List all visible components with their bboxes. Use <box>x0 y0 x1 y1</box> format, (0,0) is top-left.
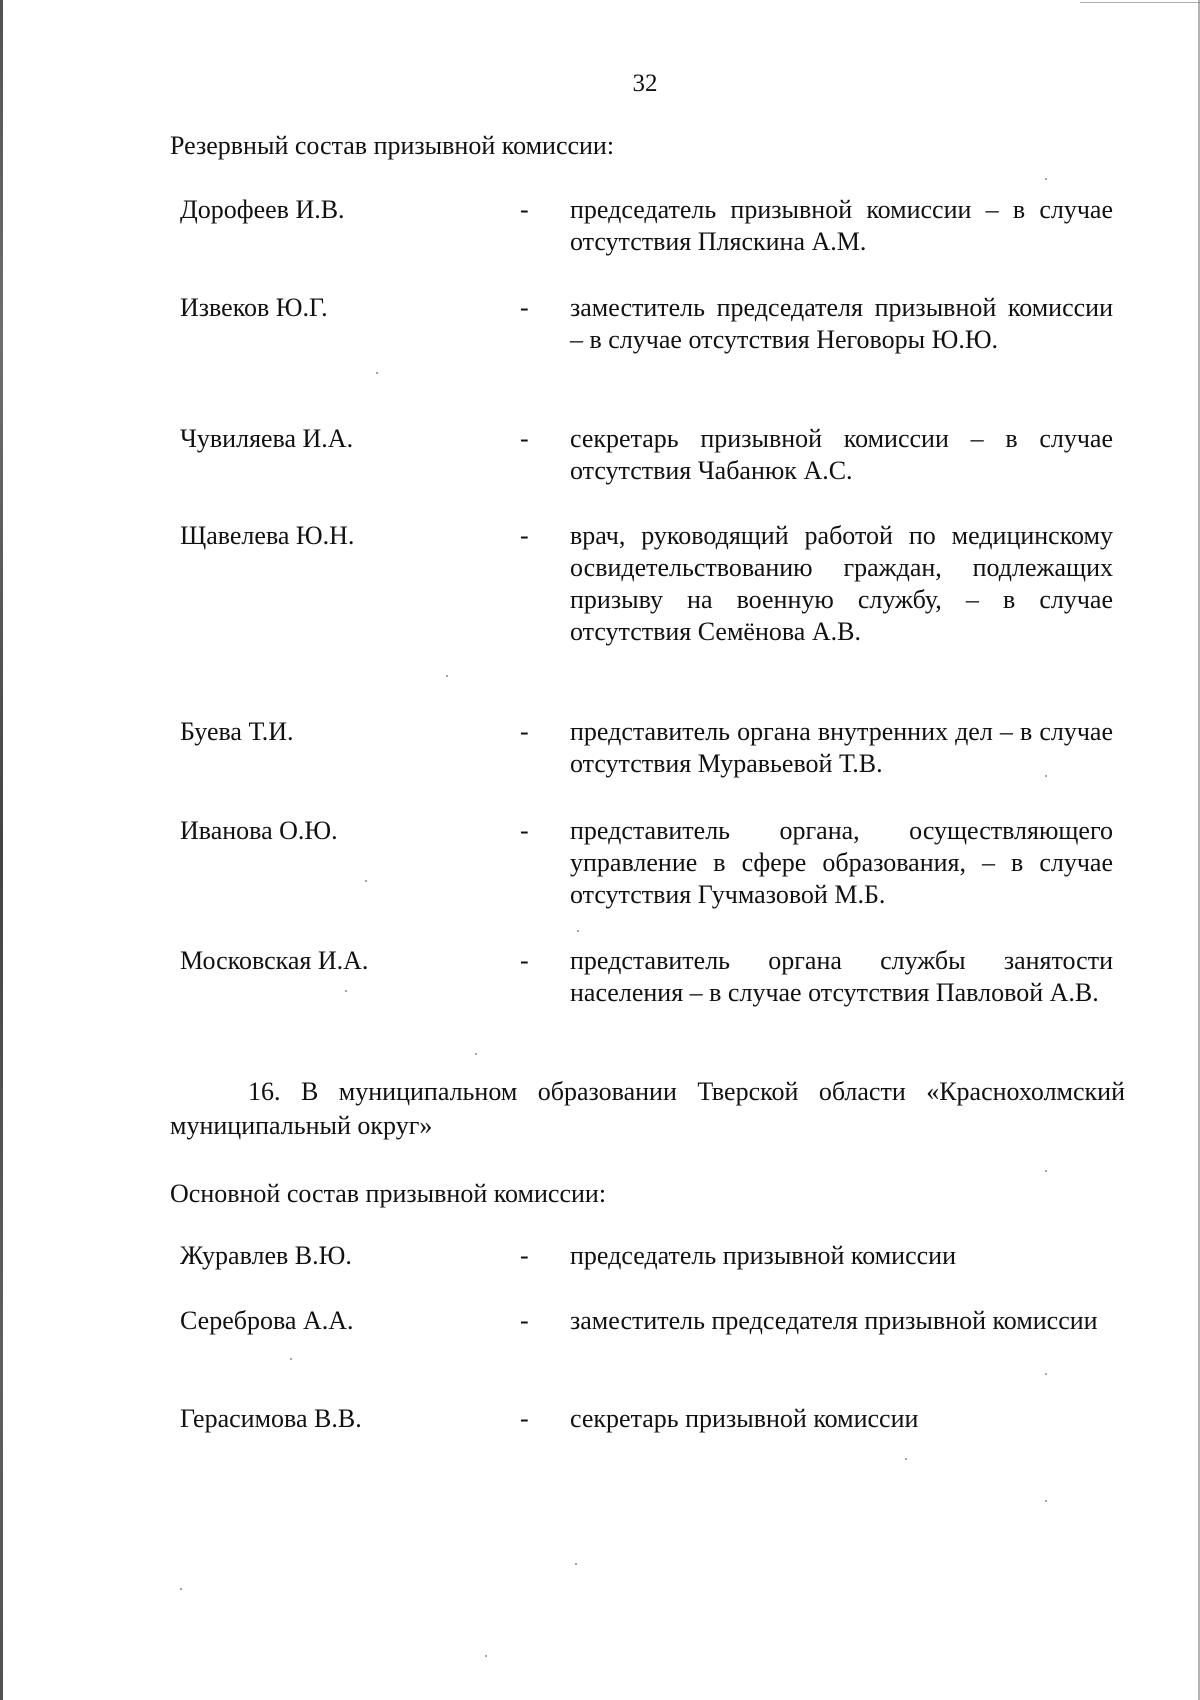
scan-speck <box>1045 1500 1047 1502</box>
member-name: Герасимова В.В. <box>180 1404 362 1433</box>
scan-speck <box>290 1358 292 1360</box>
member-name: Московская И.А. <box>180 946 369 975</box>
member-dash: - <box>520 717 529 746</box>
member-role: врач, руководящий работой по медицинскому освидетельствованию граждан, подлежащих призыву на военную службу, – в случае отсутствия Семёнова А.В. <box>570 521 1113 646</box>
scan-speck <box>905 1458 907 1460</box>
member-role: секретарь призывной комиссии – в случае отсутствия Чабанюк А.С. <box>570 424 1113 485</box>
member-role: заместитель председателя призывной комиссии <box>570 1306 1098 1335</box>
member-name: Иванова О.Ю. <box>180 816 338 845</box>
member-role: председатель призывной комиссии <box>570 1241 956 1270</box>
scan-speck <box>575 1563 577 1565</box>
section-16-paragraph: 16. В муниципальном образовании Тверской области «Краснохолмский муниципальный округ» <box>170 1077 1125 1140</box>
scan-speck <box>475 1053 477 1055</box>
reserve-heading: Резервный состав призывной комиссии: <box>170 131 615 160</box>
member-dash: - <box>520 1241 529 1270</box>
scan-speck <box>365 880 367 882</box>
member-name: Дорофеев И.В. <box>180 195 345 224</box>
scan-speck <box>485 1655 487 1657</box>
member-dash: - <box>520 293 529 322</box>
member-role: представитель органа службы занятости населения – в случае отсутствия Павловой А.В. <box>570 946 1113 1007</box>
member-dash: - <box>520 424 529 453</box>
scan-speck <box>1045 178 1047 180</box>
page-number: 32 <box>632 70 658 97</box>
scan-speck <box>180 1588 182 1590</box>
member-name: Извеков Ю.Г. <box>180 293 328 322</box>
scan-edge-top <box>1080 2 1200 3</box>
member-name: Чувиляева И.А. <box>180 424 354 453</box>
member-name: Журавлев В.Ю. <box>180 1241 352 1270</box>
scan-speck <box>345 990 347 992</box>
member-dash: - <box>520 1306 529 1335</box>
member-role: представитель органа, осуществляющего управление в сфере образования, – в случае отсутствия Гучмазовой М.Б. <box>570 816 1113 909</box>
member-role: председатель призывной комиссии – в случае отсутствия Пляскина А.М. <box>570 195 1113 256</box>
scan-edge-left <box>0 0 3 1700</box>
member-dash: - <box>520 1404 529 1433</box>
member-role: представитель органа внутренних дел – в случае отсутствия Муравьевой Т.В. <box>570 717 1113 778</box>
member-name: Щавелева Ю.Н. <box>180 521 355 550</box>
scan-speck <box>577 930 579 932</box>
main-heading: Основной состав призывной комиссии: <box>170 1179 607 1208</box>
member-role: заместитель председателя призывной комиссии – в случае отсутствия Неговоры Ю.Ю. <box>570 293 1113 354</box>
scan-speck <box>376 372 378 374</box>
member-dash: - <box>520 521 529 550</box>
scan-speck <box>446 675 448 677</box>
scan-speck <box>1045 775 1047 777</box>
member-role: секретарь призывной комиссии <box>570 1404 919 1433</box>
member-name: Буева Т.И. <box>180 717 294 746</box>
scan-speck <box>1045 1170 1047 1172</box>
member-name: Сереброва А.А. <box>180 1306 354 1335</box>
member-dash: - <box>520 816 529 845</box>
member-dash: - <box>520 946 529 975</box>
member-dash: - <box>520 195 529 224</box>
scan-speck <box>1045 1373 1047 1375</box>
